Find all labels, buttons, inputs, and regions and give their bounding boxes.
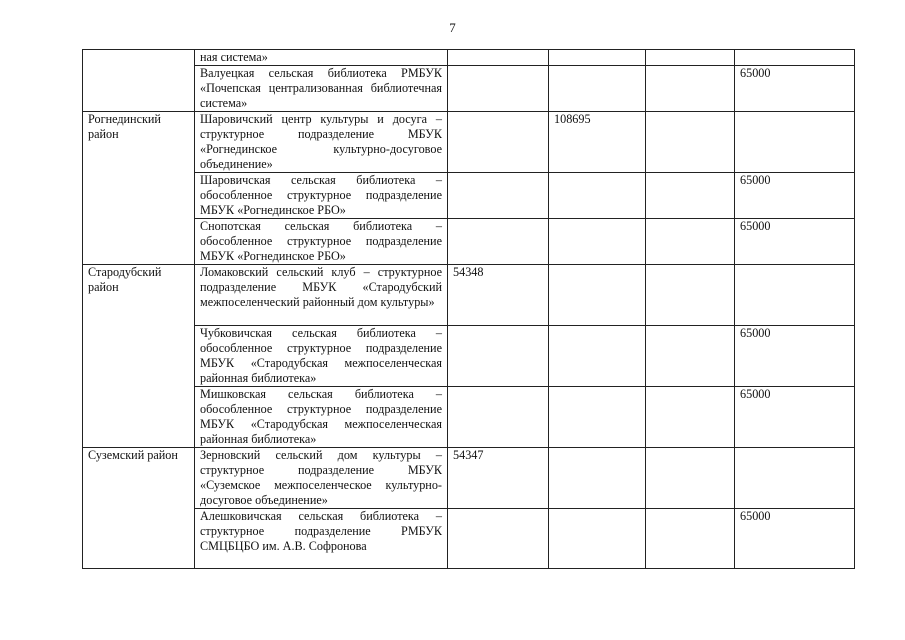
amount-cell-col4 [549,448,646,509]
institution-cell: Зерновский сельский дом культуры – структурное подразделение МБУК «Суземское межпоселенческое культурно-досуговое объединение» [195,448,448,509]
institution-cell: Ломаковский сельский клуб – структурное подразделение МБУК «Стародубский межпоселенческий районный дом культуры» [195,265,448,326]
district-cell: Рогнединский район [83,112,195,265]
institution-cell: Валуецкая сельская библиотека РМБУК «Почепская централизованная библиотечная система» [195,66,448,112]
amount-cell-col6: 65000 [735,173,855,219]
amount-cell-col4: 108695 [549,112,646,173]
institution-cell: Алешковичская сельская библиотека – структурное подразделение РМБУК СМЦБЦБО им. А.В. Софронова [195,509,448,569]
amount-cell-col3 [448,326,549,387]
amount-cell-col5 [646,112,735,173]
amount-cell-col4 [549,66,646,112]
district-cell [83,50,195,112]
table-row [83,448,855,509]
amount-cell-col3 [448,66,549,112]
table-row [83,265,855,326]
amount-cell-col3 [448,50,549,66]
institution-cell: Снопотская сельская библиотека – обособленное структурное подразделение МБУК «Рогнединское РБО» [195,219,448,265]
amount-cell-col3 [448,112,549,173]
amount-cell-col6: 65000 [735,219,855,265]
amount-cell-col6: 65000 [735,387,855,448]
table-row [83,50,855,66]
institution-cell: Мишковская сельская библиотека – обособленное структурное подразделение МБУК «Стародубская межпоселенческая районная библиотека» [195,387,448,448]
amount-cell-col6 [735,112,855,173]
table-row [83,387,855,448]
amount-cell-col4 [549,326,646,387]
table-row [83,112,855,173]
amount-cell-col4 [549,509,646,569]
amount-cell-col6: 65000 [735,509,855,569]
amount-cell-col6: 65000 [735,66,855,112]
amount-cell-col4 [549,387,646,448]
table-row [83,509,855,569]
table-row [83,219,855,265]
amount-cell-col5 [646,219,735,265]
amount-cell-col3: 54347 [448,448,549,509]
institution-cell: Шаровичская сельская библиотека – обособленное структурное подразделение МБУК «Рогнединское РБО» [195,173,448,219]
amount-cell-col3 [448,219,549,265]
funding-table [82,49,855,569]
amount-cell-col3 [448,387,549,448]
amount-cell-col3 [448,509,549,569]
table-row [83,66,855,112]
table-row [83,326,855,387]
table-row [83,173,855,219]
page-number: 7 [449,20,456,35]
district-cell: Суземский район [83,448,195,569]
amount-cell-col3 [448,173,549,219]
amount-cell-col4 [549,50,646,66]
amount-cell-col3: 54348 [448,265,549,326]
amount-cell-col4 [549,265,646,326]
amount-cell-col5 [646,509,735,569]
amount-cell-col4 [549,219,646,265]
amount-cell-col4 [549,173,646,219]
institution-cell: ная система» [195,50,448,66]
amount-cell-col5 [646,448,735,509]
amount-cell-col5 [646,50,735,66]
amount-cell-col6: 65000 [735,326,855,387]
amount-cell-col5 [646,173,735,219]
amount-cell-col5 [646,265,735,326]
amount-cell-col6 [735,50,855,66]
amount-cell-col5 [646,387,735,448]
institution-cell: Чубковичская сельская библиотека – обособленное структурное подразделение МБУК «Стародубская межпоселенческая районная библиотека» [195,326,448,387]
amount-cell-col5 [646,326,735,387]
amount-cell-col6 [735,448,855,509]
institution-cell: Шаровичский центр культуры и досуга – структурное подразделение МБУК «Рогнединское культурно-досуговое объединение» [195,112,448,173]
amount-cell-col5 [646,66,735,112]
amount-cell-col6 [735,265,855,326]
district-cell: Стародубский район [83,265,195,448]
